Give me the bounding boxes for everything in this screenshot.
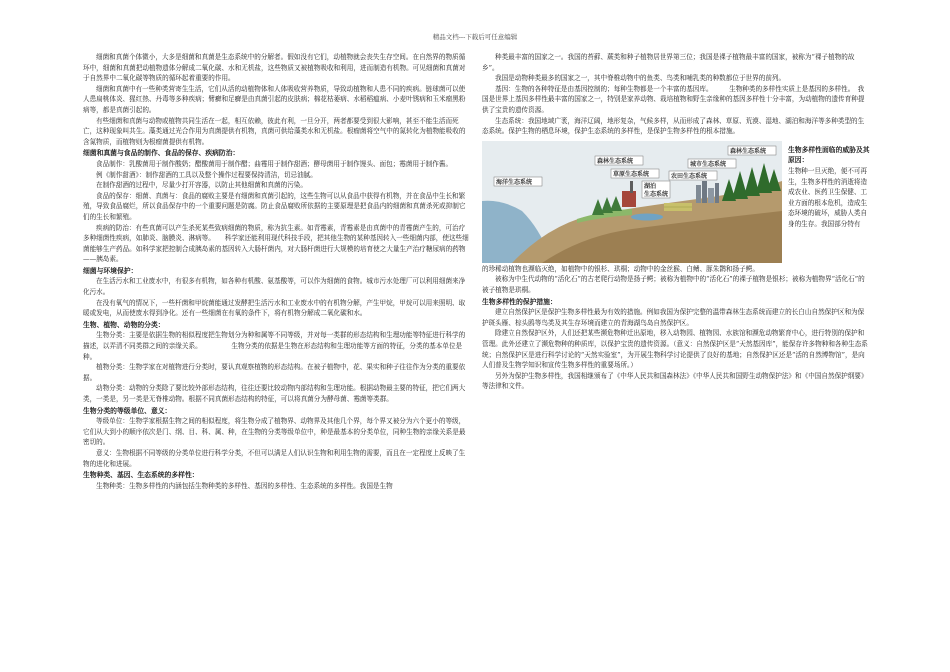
paragraph: 在没有氧气的情况下，一些杆菌和甲烷菌能通过发酵把生活污水和工业废水中的有机物分解，产生甲烷，甲烷可以用来照明、取暖或发电，从而使废水得到净化。还有一些细菌在有氧的条件下，将有机物分解成二氧化碳和水。 — [83, 298, 466, 318]
paragraph: 食品制作：乳酸菌用于制作酸奶；醋酸菌用于制作醋；曲霉用于制作甜酒；酵母菌用于制作馒头、面包；霉菌用于制作酱。 — [96, 159, 453, 168]
paragraph: 种类最丰富的国家之一。我国的苔藓、蕨类和种子植物居世界第三位；我国是裸子植物最丰富的国家，被称为“裸子植物的故乡”。 — [482, 53, 855, 72]
label-ocean-ecosystem: 海洋生态系统 — [496, 178, 533, 186]
paragraph: 另外为保护生物多样性，我国相继颁布了《中华人民共和国森林法》《中华人民共和国野生动物保护法》和《中国自然保护纲要》等法律和文件。 — [482, 371, 868, 391]
paragraph: 细菌和真菌中有一些种类营寄生生活，它们从活的动植物体和人体吸收营养物质，导致动植物和人患不同的疾病。链球菌可以使人患扁桃体炎、猩红热、丹毒等多种疾病；臂癣和足癣是由真菌引起的皮肤病；棉花枯萎病、水稻稻瘟病、小麦叶锈病和玉米瘤黑粉病等，都是真菌引起的。 — [83, 84, 466, 114]
right-column — [482, 52, 870, 392]
section-heading: 生物、植物、动物的分类： — [83, 320, 165, 329]
paragraph: 除建立自然保护区外，人们还把某些濒危物种迁出原地，移入动物园、植物园、水族馆和濒危动物繁育中心，进行特别的保护和管理。此外还建立了濒危物种的种质库，以保护宝贵的遗传资源。（意义：自然保护区是“天然基因库”，能保存许多物种和各种生态系统；自然保护区是进行科学讨论的“天然实验室”，为开展生物科学讨论提供了良好的基地；自然保护区还是“活的自然博物馆”，是向人们普及生物学知识和宣传生物多样性的重要场所。） — [482, 329, 868, 370]
paragraph: 生态系统：我国地域广袤，海洋辽阔，地形复杂，气候多样，从而形成了森林、草原、荒漠、湿地、湖泊和海洋等多种类型的生态系统。保护生物的栖息环境，保护生态系统的多样性，是保护生物多样性的根本措施。 — [482, 116, 865, 136]
label-lake-ecosystem-1: 湖泊 — [644, 182, 657, 190]
ecosystem-figure-row — [482, 141, 870, 263]
section-heading: 生物多样性的保护措施： — [482, 297, 557, 306]
section-heading: 细菌与环境保护： — [83, 266, 138, 275]
paragraph: 有些细菌和真菌与动物或植物共同生活在一起，相互依赖，彼此有利，一旦分开，两者都要受到很大影响，甚至不能生活而死亡，这种现象叫共生。藻类通过光合作用为真菌提供有机物，真菌可供给藻类水和无机盐。根瘤菌将空气中的氮转化为植物能吸收的含氮物质，而植物则为根瘤菌提供有机物。 — [83, 116, 466, 146]
label-forest-ecosystem-2: 森林生态系统 — [730, 147, 767, 155]
section-heading: 生物多样性面临的威胁及其原因： — [788, 145, 870, 165]
section-heading: 细菌和真菌与食品的制作、食品的保存、疾病防治： — [83, 149, 240, 158]
paragraph: 的珍稀动植物也濒临灭绝，如植物中的银杉、珙桐；动物中的金丝猴、白鳍、豚朱鹮和扬子鳄。 — [482, 264, 759, 273]
paragraph: 建立自然保护区是保护生物多样性最为有效的措施。例如我国为保护完整的温带森林生态系统而建立的长白山自然保护区和为保护斑头雁、棕头鸥等鸟类及其生存环境而建立的青海湖鸟岛自然保护区。 — [482, 308, 865, 327]
paragraph: 植物分类：生物学家在对植物进行分类时，要认真观察植物的形态结构。在被子植物中，花、果实和种子往往作为分类的重要依据。 — [83, 363, 466, 382]
paragraph: 在生活污水和工业废水中，有很多有机物，如各种有机酸、氨基酸等，可以作为细菌的食物。城市污水处理厂可以利用细菌来净化污水。 — [83, 277, 466, 297]
paragraph: 等级单位：生物学家根据生物之间的相似程度，将生物分成了植物界、动物界及其他几个界，每个界又被分为六个更小的等级，它们从大到小的顺序依次是门、纲、目、科、属、种，在生物的分类等级单位中，种是最基本的分类单位，同种生物的亲缘关系是最密切的。 — [83, 417, 466, 447]
paragraph: 被称为中生代动物的“活化石”的古老爬行动物是扬子鳄；被称为植物中的“活化石”的裸子植物是银杉；被称为植物界“活化石”的被子植物是珙桐。 — [482, 275, 865, 294]
label-lake-ecosystem-2: 生态系统 — [644, 190, 669, 198]
paragraph: 例《制作甜酒》：制作甜酒的工具以及整个操作过程要保持清洁，切忌油腻。 — [96, 170, 317, 179]
paragraph: 基因：生物的各种特征是由基因控制的；每种生物都是一个丰富的基因库。 生物种类的多样性实质上是基因的多样性。 我国是世界上基因多样性最丰富的国家之一，特别是家养动物、栽培植物和野生亲缘种的基因多样性十分丰富，为动植物的遗传育种提供了宝贵的遗传资源。 — [482, 84, 865, 114]
label-grassland-ecosystem: 草原生态系统 — [613, 170, 650, 178]
left-column — [83, 52, 471, 491]
paragraph: 意义：生物根据不同等级的分类单位进行科学分类，不但可以满足人们认识生物和利用生物的需要，而且在一定程度上反映了生物的进化和进展。 — [83, 448, 466, 468]
page-header: 精品文档---下载后可任意编辑 — [432, 33, 518, 41]
section-heading: 生物分类的等级单位、意义： — [83, 406, 172, 415]
ecosystem-diagram — [482, 141, 782, 263]
paragraph: 生物种一旦灭绝，便不可再生，生物多样性的消逝将造成农业、医药卫生保健、工业方面的根本危机，造成生态环境的破坏，威胁人类自身的生存。我国部分特有 — [788, 166, 868, 228]
section-heading: 生物种类、基因、生态系统的多样性： — [83, 471, 199, 480]
label-forest-ecosystem: 森林生态系统 — [597, 157, 634, 165]
label-farmland-ecosystem: 农田生态系统 — [671, 172, 708, 180]
threat-sidebar — [788, 145, 872, 230]
paragraph: 食品的保存：细菌、真菌与：食品的腐败主要是有细菌和真菌引起的，这些生物可以从食品中获得有机物，并在食品中生长和繁殖，导致食品腐烂，所以食品保存中的一个重要问题是防腐。防止食品腐败所依据的主要原理是把食品内的细菌和真菌杀死或抑制它们的生长和繁殖。 — [83, 191, 466, 221]
paragraph: 我国是动物种类最多的国家之一，其中脊椎动物中的鱼类、鸟类和哺乳类的种数都位于世界的前列。 — [495, 74, 786, 83]
paragraph: 动物分类：动物的分类除了要比较外部形态结构，往往还要比较动物内部结构和生理功能。根据动物最主要的特征，把它们两大类，一类是，另一类是无脊椎动物。根据不同真菌形态结构的特征，可以将真菌分为酵母菌、霉菌等类群。 — [83, 384, 466, 403]
ecosystem-illustration — [482, 141, 782, 263]
paragraph: 生物分类：主要是依据生物的相似程度把生物划分为种和属等不同等级，并对每一类群的形态结构和生理功能等特征进行科学的描述，以弄清不同类群之间的亲缘关系。 生物分类的依据是生物在形态结构和生理功能等方面的特征，分类的基本单位是种。 — [83, 331, 466, 361]
paragraph: 在制作甜酒的过程中，尽量少打开容器，以防止其他细菌和真菌的污染。 — [96, 181, 307, 190]
paragraph: 生物种类：生物多样性的内涵包括生物种类的多样性、基因的多样性、生态系统的多样性。我国是生物 — [96, 481, 393, 490]
paragraph: 疾病的防治：有些真菌可以产生杀死某些致病细菌的物质，称为抗生素。如青霉素，青霉素是由真菌中的青霉菌产生的，可治疗多种细菌性疾病，如肺炎、脑膜炎、淋病等。 科学家还能利用现代科技手段，把其他生物的某种基因转入一些细菌内部，使这些细菌能够生产药品。如科学家把控制合成胰岛素的基因转入大肠杆菌内，对大肠杆菌进行大规模的培育使之大量生产治疗糖尿病的药物——胰岛素。 — [83, 223, 469, 264]
label-city-ecosystem: 城市生态系统 — [690, 160, 727, 168]
paragraph: 细菌和真菌个体微小，大多是细菌和真菌是生态系统中的分解者。假如没有它们，动植物就会丧失生存空间。在自然界的物质循环中，细菌和真菌把动植物遗体分解成二氧化碳、水和无机盐，这些物质又被植物吸收和利用，进而制造有机物。可见细菌和真菌对于自然界中二氧化碳等物质的循环起着重要的作用。 — [83, 53, 466, 83]
